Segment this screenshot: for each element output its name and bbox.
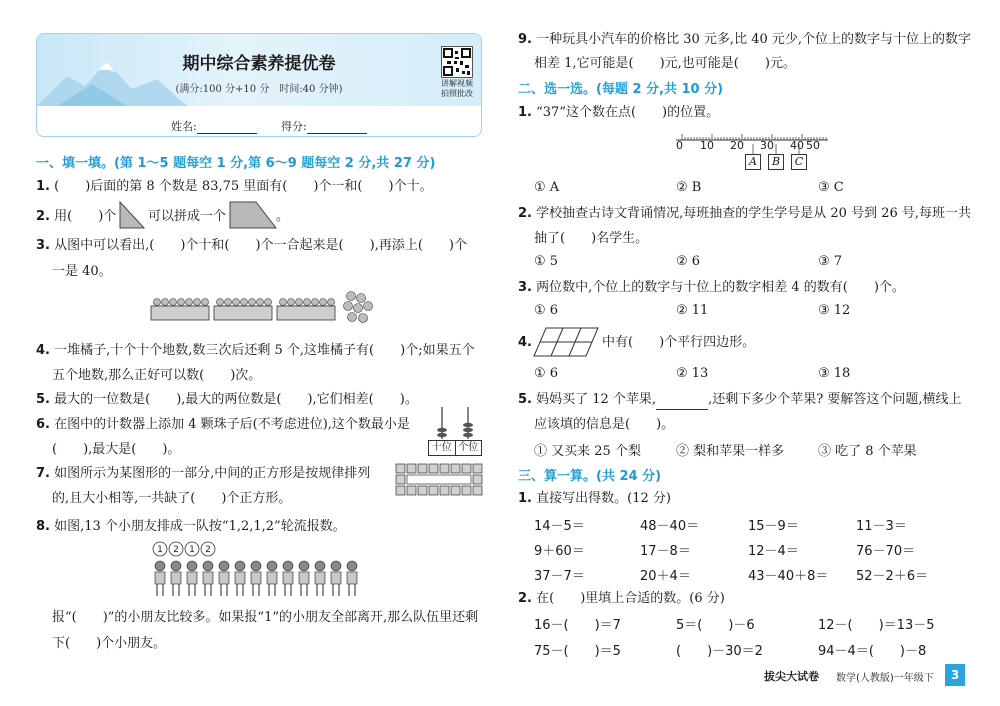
- question-2: 2. 用( )个: [36, 209, 117, 224]
- triangle-shape: [118, 200, 146, 230]
- question-5: 5. 最大的一位数是( ),最大的两位数是( ),它们相差( )。: [36, 392, 418, 407]
- square-pattern-figure: [394, 462, 486, 498]
- choice-question-5: 5. 妈妈买了 12 个苹果, ,还剩下多少个苹果? 要解答这个问题,横线上: [518, 390, 961, 410]
- fill-2-2[interactable]: ( )－30＝2: [676, 644, 763, 659]
- fill-2-3[interactable]: 94－4＝( )－8: [818, 644, 927, 659]
- choice-question-1: 1. “37”这个数在点( )的位置。: [518, 105, 720, 120]
- name-field[interactable]: 姓名:: [171, 118, 257, 134]
- footer-brand: 拔尖大试卷: [764, 670, 819, 683]
- choice-4-option-b[interactable]: ② 13: [676, 366, 709, 381]
- calc-2-2[interactable]: 17－8＝: [640, 544, 691, 559]
- question-4-line2: 五个地数,那么正好可以数( )次。: [52, 368, 262, 383]
- choice-question-2-line2: 抽了( )名学生。: [534, 231, 649, 246]
- question-8-line2: 报“( )”的小朋友比较多。如果报“1”的小朋友全部离开,那么队伍里还剩: [52, 610, 479, 625]
- section1-title: 一、填一填。(第 1～5 题每空 1 分,第 6～9 题每空 2 分,共 27 分): [36, 156, 436, 171]
- choice-2-option-b[interactable]: ② 6: [676, 254, 701, 269]
- calc-3-2[interactable]: 20＋4＝: [640, 569, 691, 584]
- choice-5-option-a[interactable]: ① 又买来 25 个梨: [534, 444, 641, 459]
- choice-3-option-a[interactable]: ① 6: [534, 303, 559, 318]
- fill-1-1[interactable]: 16－( )＝7: [534, 618, 621, 633]
- calc-1-2[interactable]: 48－40＝: [640, 519, 700, 534]
- point-b-label: B: [768, 154, 784, 170]
- question-7-line2: 的,且大小相等,一共缺了( )个正方形。: [52, 491, 292, 506]
- choice-3-option-c[interactable]: ③ 12: [818, 303, 851, 318]
- fill-1-2[interactable]: 5＝( )－6: [676, 618, 755, 633]
- choice-2-option-c[interactable]: ③ 7: [818, 254, 843, 269]
- question-1: 1. ( )后面的第 8 个数是 83,75 里面有( )个一和( )个十。: [36, 179, 433, 194]
- calc-question-2: 2. 在( )里填上合适的数。(6 分): [518, 591, 725, 606]
- count-label-3: 1: [189, 545, 195, 555]
- choice-3-option-b[interactable]: ② 11: [676, 303, 709, 318]
- section3-title: 三、算一算。(共 24 分): [518, 469, 662, 484]
- question-6: 6. 在图中的计数器上添加 4 颗珠子后(不考虑进位),这个数最小是: [36, 417, 410, 432]
- qr-code-icon[interactable]: [441, 46, 473, 78]
- abacus-figure: [428, 405, 484, 443]
- choice-5-option-c[interactable]: ③ 吃了 8 个苹果: [818, 444, 917, 459]
- question-8-line3: 下( )个小朋友。: [52, 636, 167, 651]
- trapezoid-shape: [228, 200, 278, 230]
- point-a-label: A: [745, 154, 761, 170]
- section2-title: 二、选一选。(每题 2 分,共 10 分): [518, 82, 724, 97]
- fill-2-1[interactable]: 75－( )＝5: [534, 644, 621, 659]
- choice-5-option-b[interactable]: ② 梨和苹果一样多: [676, 444, 785, 459]
- calc-2-4[interactable]: 76－70＝: [856, 544, 916, 559]
- calc-2-3[interactable]: 12－4＝: [748, 544, 799, 559]
- abacus-place-labels: 十位 个位: [428, 440, 482, 456]
- question-4: 4. 一堆橘子,十个十个地数,数三次后还剩 5 个,这堆橘子有( )个;如果五个: [36, 343, 475, 358]
- count-label-1: 1: [157, 545, 163, 555]
- tens-cube-figure: [148, 290, 380, 326]
- fill-1-3[interactable]: 12－( )＝13－5: [818, 618, 935, 633]
- calc-1-1[interactable]: 14－5＝: [534, 519, 585, 534]
- qr-caption: 讲解视频 拍照批改: [441, 79, 473, 98]
- question-9: 9. 一种玩具小汽车的价格比 30 元多,比 40 元少,个位上的数字与十位上的数字: [518, 32, 972, 47]
- parallelogram-grid-figure: [532, 326, 600, 358]
- choice-question-3: 3. 两位数中,个位上的数字与十位上的数字相差 4 的数有( )个。: [518, 280, 905, 295]
- header-banner: [37, 34, 481, 106]
- ruler-pointer-lines: [740, 144, 810, 154]
- score-field[interactable]: 得分:: [281, 118, 367, 134]
- choice-1-option-c[interactable]: ③ C: [818, 180, 844, 195]
- count-label-4: 2: [205, 545, 211, 555]
- calc-question-1: 1. 直接写出得数。(12 分): [518, 491, 671, 506]
- page-number: 3: [945, 664, 965, 686]
- question-2-middle: 可以拼成一个: [148, 209, 227, 224]
- calc-3-3[interactable]: 43－40＋8＝: [748, 569, 829, 584]
- exam-subtitle: (满分:100 分+10 分 时间:40 分钟): [175, 84, 343, 95]
- question-8: 8. 如图,13 个小朋友排成一队按“1,2,1,2”轮流报数。: [36, 519, 346, 534]
- children-line-figure: [148, 540, 366, 600]
- question-3: 3. 从图中可以看出,( )个十和( )个一合起来是( ),再添上( )个: [36, 238, 467, 253]
- choice-1-option-a[interactable]: ① A: [534, 180, 560, 195]
- question-9-line2: 相差 1,它可能是( )元,也可能是( )元。: [534, 56, 796, 71]
- question-3-line2: 一是 40。: [52, 264, 112, 279]
- exam-header: [36, 33, 482, 137]
- calc-1-3[interactable]: 15－9＝: [748, 519, 799, 534]
- calc-1-4[interactable]: 11－3＝: [856, 519, 907, 534]
- calc-3-1[interactable]: 37－7＝: [534, 569, 585, 584]
- choice-question-4: 中有( )个平行四边形。: [602, 335, 756, 350]
- exam-title: 期中综合素养提优卷: [182, 54, 336, 74]
- ruler-tick-50: 50: [806, 139, 820, 152]
- choice-4-option-a[interactable]: ① 6: [534, 366, 559, 381]
- count-label-2: 2: [173, 545, 179, 555]
- choice-question-4-number: 4.: [518, 335, 532, 350]
- point-c-label: C: [791, 154, 807, 170]
- question-7: 7. 如图所示为某图形的一部分,中间的正方形是按规律排列: [36, 466, 371, 481]
- choice-4-option-c[interactable]: ③ 18: [818, 366, 851, 381]
- calc-2-1[interactable]: 9＋60＝: [534, 544, 585, 559]
- footer-subject: 数学(人教版)一年级下: [836, 673, 934, 684]
- question-6-line2: ( ),最大是( )。: [52, 442, 181, 457]
- choice-2-option-a[interactable]: ① 5: [534, 254, 559, 269]
- question-2-end: 。: [276, 209, 290, 224]
- calc-3-4[interactable]: 52－2＋6＝: [856, 569, 929, 584]
- choice-question-5-line2: 应该填的信息是( )。: [534, 417, 675, 432]
- choice-question-2: 2. 学校抽查古诗文背诵情况,每班抽查的学生学号是从 20 号到 26 号,每班一共: [518, 206, 972, 221]
- choice-1-option-b[interactable]: ② B: [676, 180, 702, 195]
- blank-line: [656, 398, 708, 410]
